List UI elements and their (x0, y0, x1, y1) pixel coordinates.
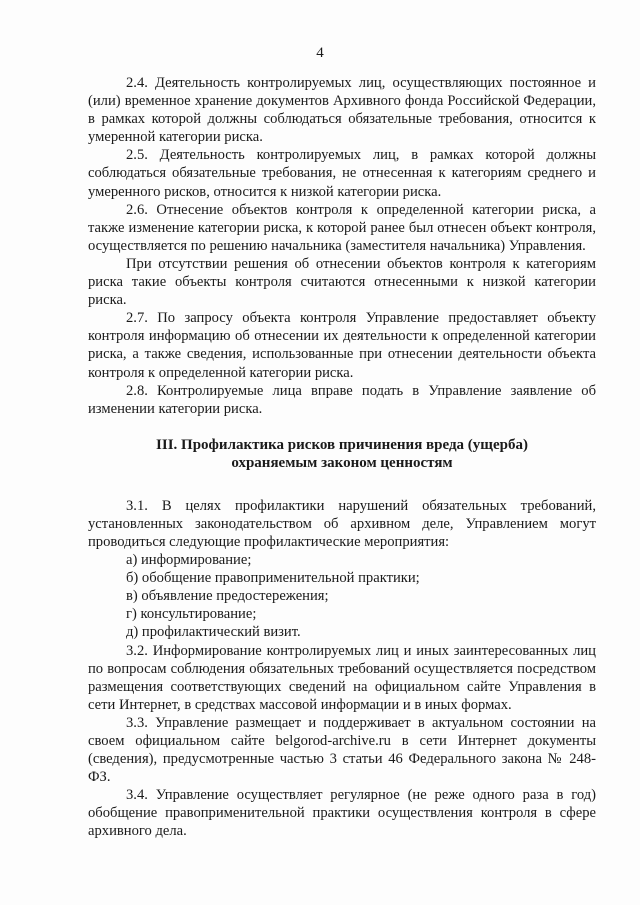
document-body (88, 74, 596, 841)
paragraph-2-7: 2.7. По запросу объекта контроля Управление предоставляет объекту контроля информацию об отнесении их деятельности к определенной категории риска, а также сведения, использованные при отнесении деятельности объекта контроля к определенной категории риска. (88, 310, 596, 381)
page-number: 4 (316, 45, 324, 61)
list-item: д) профилактический визит. (126, 624, 301, 641)
paragraph-2-8: 2.8. Контролируемые лица вправе подать в Управление заявление об изменении категории риска. (88, 382, 596, 417)
list-item: г) консультирование; (126, 606, 257, 623)
list-item: а) информирование; (126, 552, 252, 569)
section-heading-line-2: охраняемым законом ценностям (231, 455, 453, 472)
list-item: в) объявление предостережения; (126, 588, 329, 605)
paragraph-3-4: 3.4. Управление осуществляет регулярное (не реже одного раза в год) обобщение правоприменительной практики осуществления контроля в сфере архивного дела. (88, 787, 596, 840)
paragraph-2-6-note: При отсутствии решения об отнесении объектов контроля к категориям риска такие объекты контроля считаются отнесенными к низкой категории риска. (88, 255, 596, 309)
paragraph-2-5: 2.5. Деятельность контролируемых лиц, в рамках которой должны соблюдаться обязательные требования, не отнесенная к категориям среднего и умеренного рисков, относится к низкой категории риска. (88, 147, 596, 200)
paragraph-3-2: 3.2. Информирование контролируемых лиц и иных заинтересованных лиц по вопросам соблюдения обязательных требований осуществляется посредством размещения соответствующих сведений на официальном сайте Управления в сети Интернет, в средствах массовой информации и в иных формах. (88, 642, 596, 713)
paragraph-2-4: 2.4. Деятельность контролируемых лиц, осуществляющих постоянное и (или) временное хранение документов Архивного фонда Российской Федерации, в рамках которой должны соблюдаться обязательные требования, относится к умеренной категории риска. (88, 75, 596, 146)
paragraph-3-1: 3.1. В целях профилактики нарушений обязательных требований, установленных законодательством об архивном деле, Управлением могут проводиться следующие профилактические мероприятия: (88, 497, 596, 550)
section-heading (88, 436, 596, 473)
paragraph-3-3: 3.3. Управление размещает и поддерживает в актуальном состоянии на своем официальном сайте belgorod-archive.ru в сети Интернет документы (сведения), предусмотренные частью 3 статьи 46 Федерального закона № 248-ФЗ. (88, 714, 596, 786)
list-item: б) обобщение правоприменительной практики; (126, 570, 420, 587)
paragraph-2-6: 2.6. Отнесение объектов контроля к определенной категории риска, а также изменение категории риска, к которой ранее был отнесен объект контроля, осуществляется по решению начальника (заместителя начальника) Управления. (88, 201, 596, 254)
section-heading-line-1: III. Профилактика рисков причинения вреда (ущерба) (156, 436, 528, 453)
